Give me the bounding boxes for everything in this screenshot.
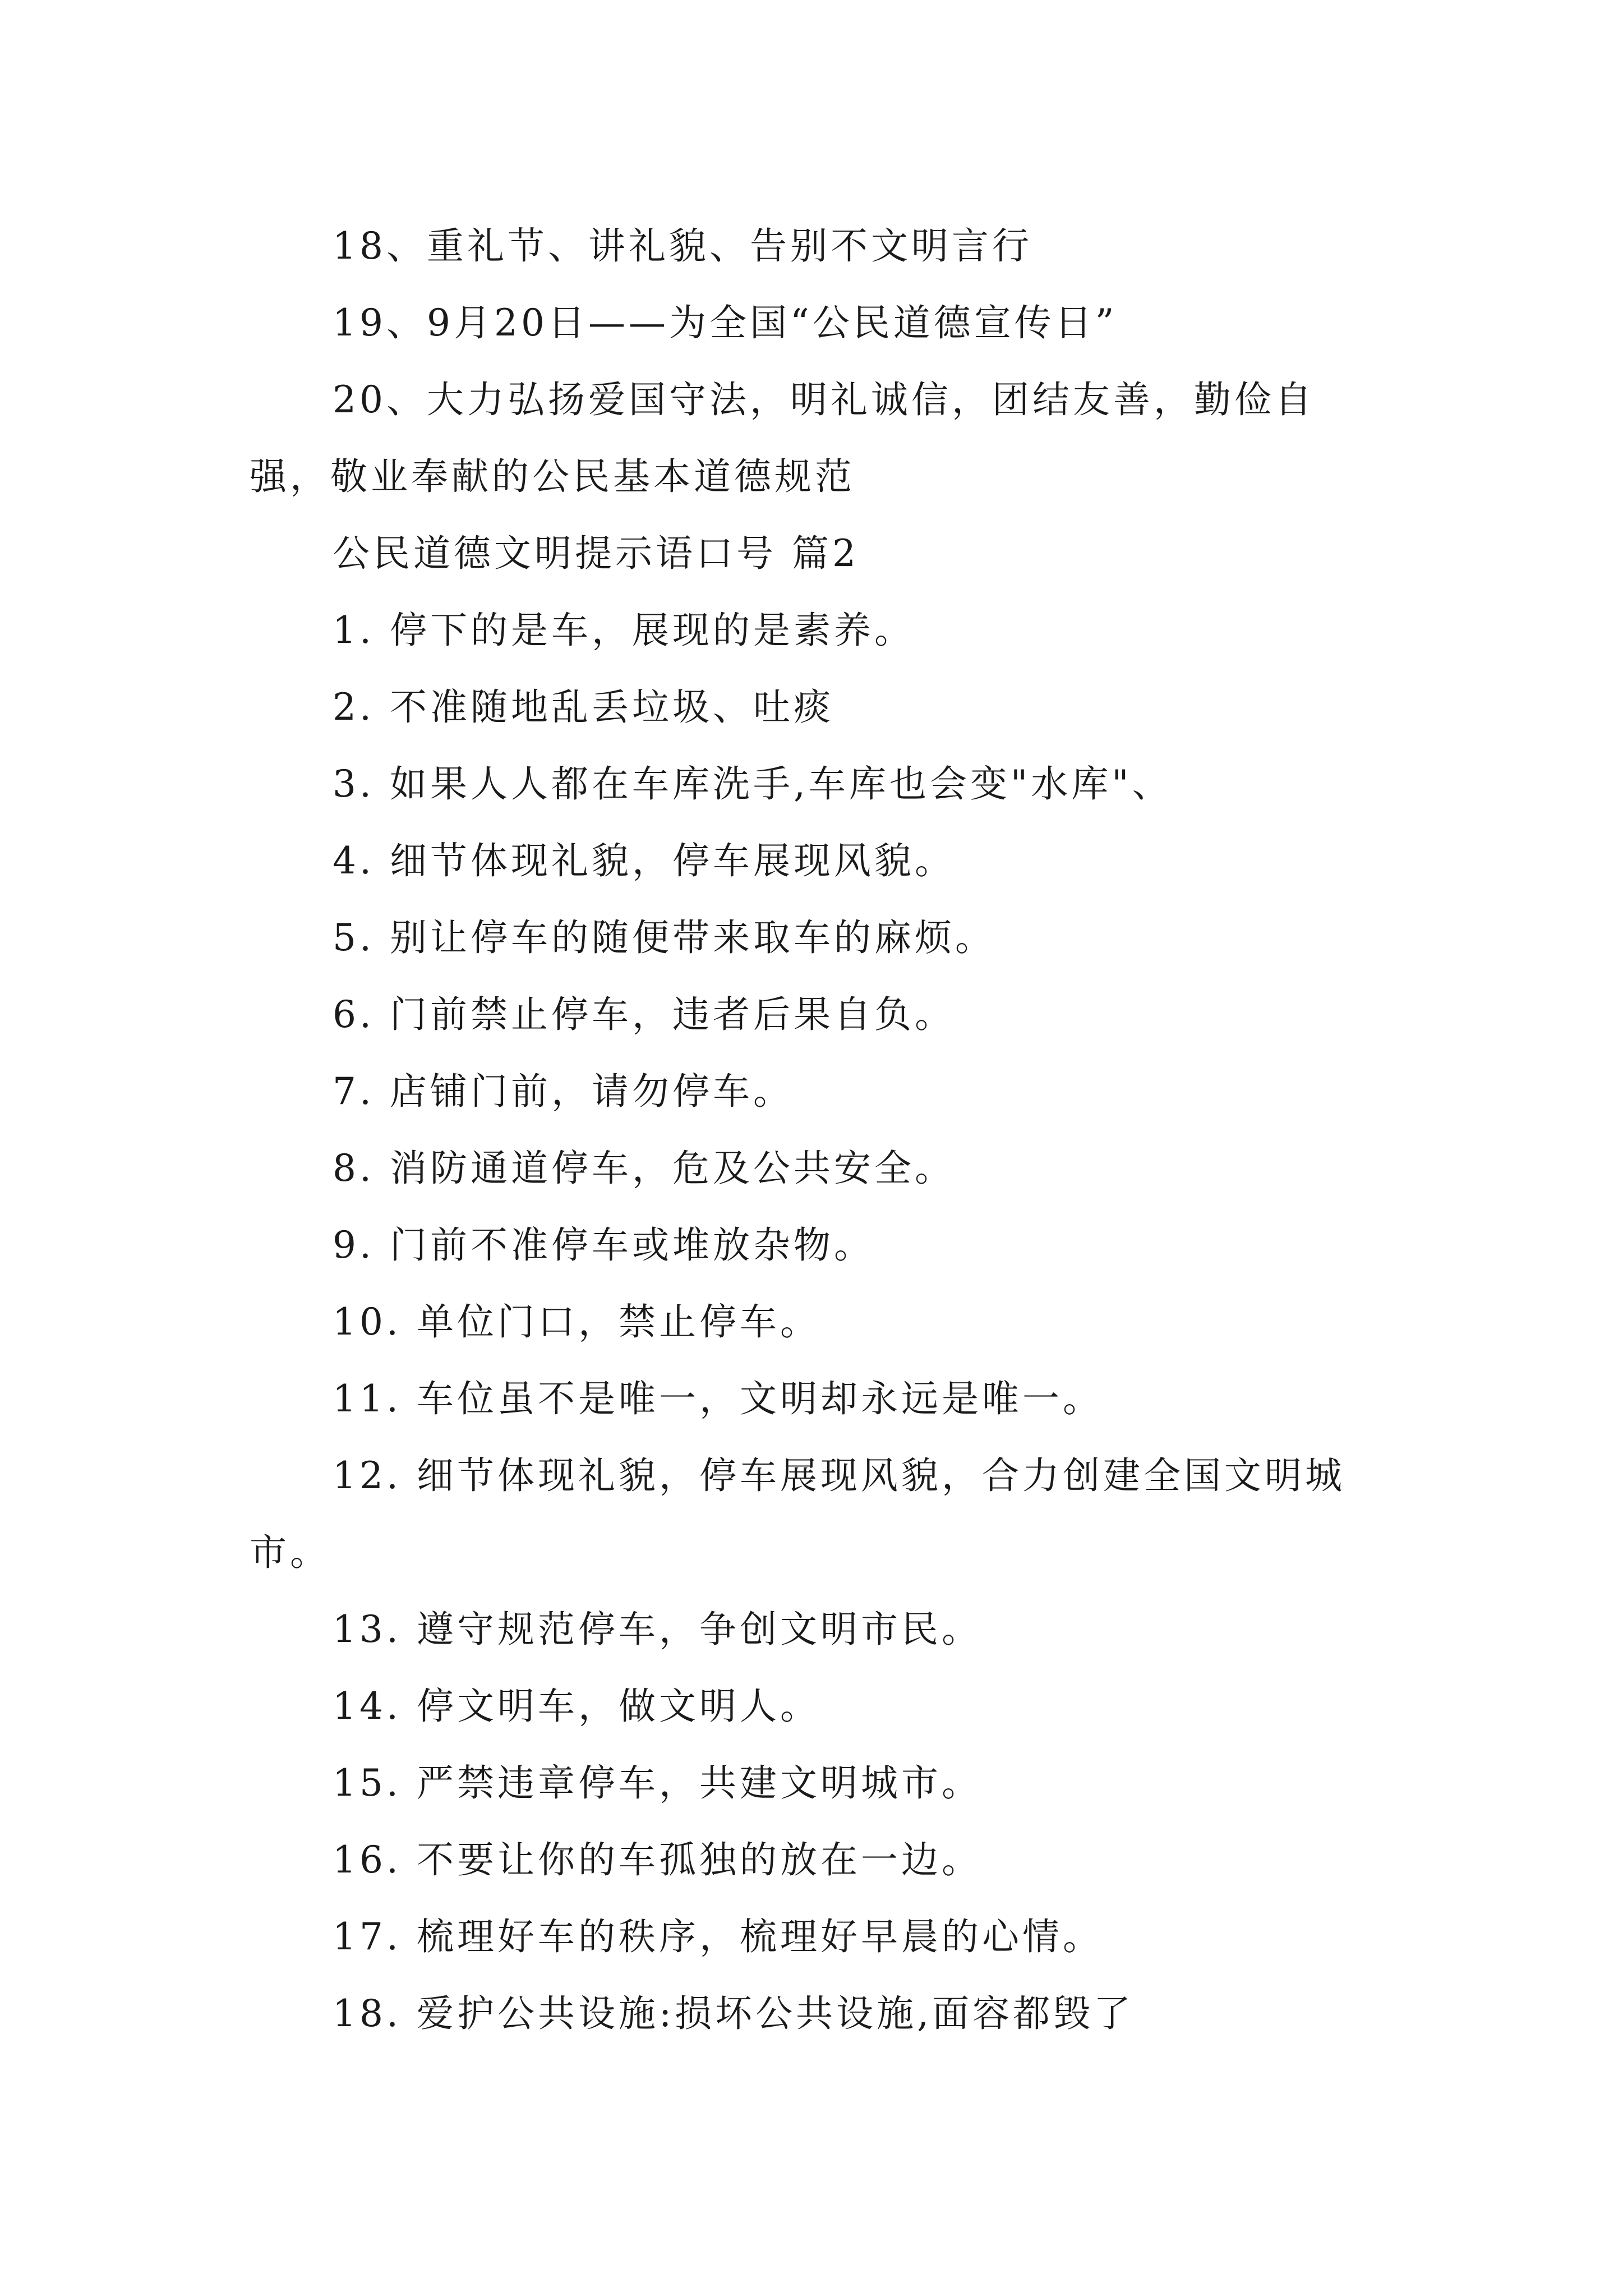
list-item: 15. 严禁违章停车，共建文明城市。 xyxy=(333,1761,982,1805)
list-item: 8. 消防通道停车，危及公共安全。 xyxy=(333,1147,955,1190)
paragraph-18-etiquette: 18、重礼节、讲礼貌、告别不文明言行 xyxy=(333,224,1032,268)
list-item: 5. 别让停车的随便带来取车的麻烦。 xyxy=(333,916,995,959)
document-body xyxy=(250,208,1382,2052)
list-item: 11. 车位虽不是唯一，文明却永远是唯一。 xyxy=(333,1377,1103,1420)
list-item: 17. 梳理好车的秩序，梳理好早晨的心情。 xyxy=(333,1915,1103,1958)
list-item: 14. 停文明车，做文明人。 xyxy=(333,1685,820,1728)
list-item: 3. 如果人人都在车库洗手,车库也会变"水库"、 xyxy=(333,762,1173,806)
list-item: 12. 细节体现礼貌，停车展现风貌，合力创建全国文明城市。 xyxy=(250,1454,1345,1574)
list-item: 13. 遵守规范停车，争创文明市民。 xyxy=(333,1608,982,1651)
list-item: 1. 停下的是车，展现的是素养。 xyxy=(333,609,915,652)
list-item: 10. 单位门口，禁止停车。 xyxy=(333,1300,820,1343)
list-item: 4. 细节体现礼貌，停车展现风貌。 xyxy=(333,839,955,882)
list-item: 16. 不要让你的车孤独的放在一边。 xyxy=(333,1838,982,1881)
list-item: 6. 门前禁止停车，违者后果自负。 xyxy=(333,993,955,1036)
section-heading: 公民道德文明提示语口号 篇2 xyxy=(333,532,859,575)
list-item: 7. 店铺门前，请勿停车。 xyxy=(333,1070,794,1113)
paragraph-19-moral-day: 19、9月20日——为全国“公民道德宣传日” xyxy=(333,301,1118,344)
list-item: 2. 不准随地乱丢垃圾、吐痰 xyxy=(333,685,834,729)
list-item: 18. 爱护公共设施:损坏公共设施,面容都毁了 xyxy=(333,1992,1135,2035)
list-item: 9. 门前不准停车或堆放杂物。 xyxy=(333,1223,874,1267)
paragraph-20-moral-norms: 20、大力弘扬爱国守法，明礼诚信，团结友善，勤俭自强，敬业奉献的公民基本道德规范 xyxy=(250,378,1315,498)
